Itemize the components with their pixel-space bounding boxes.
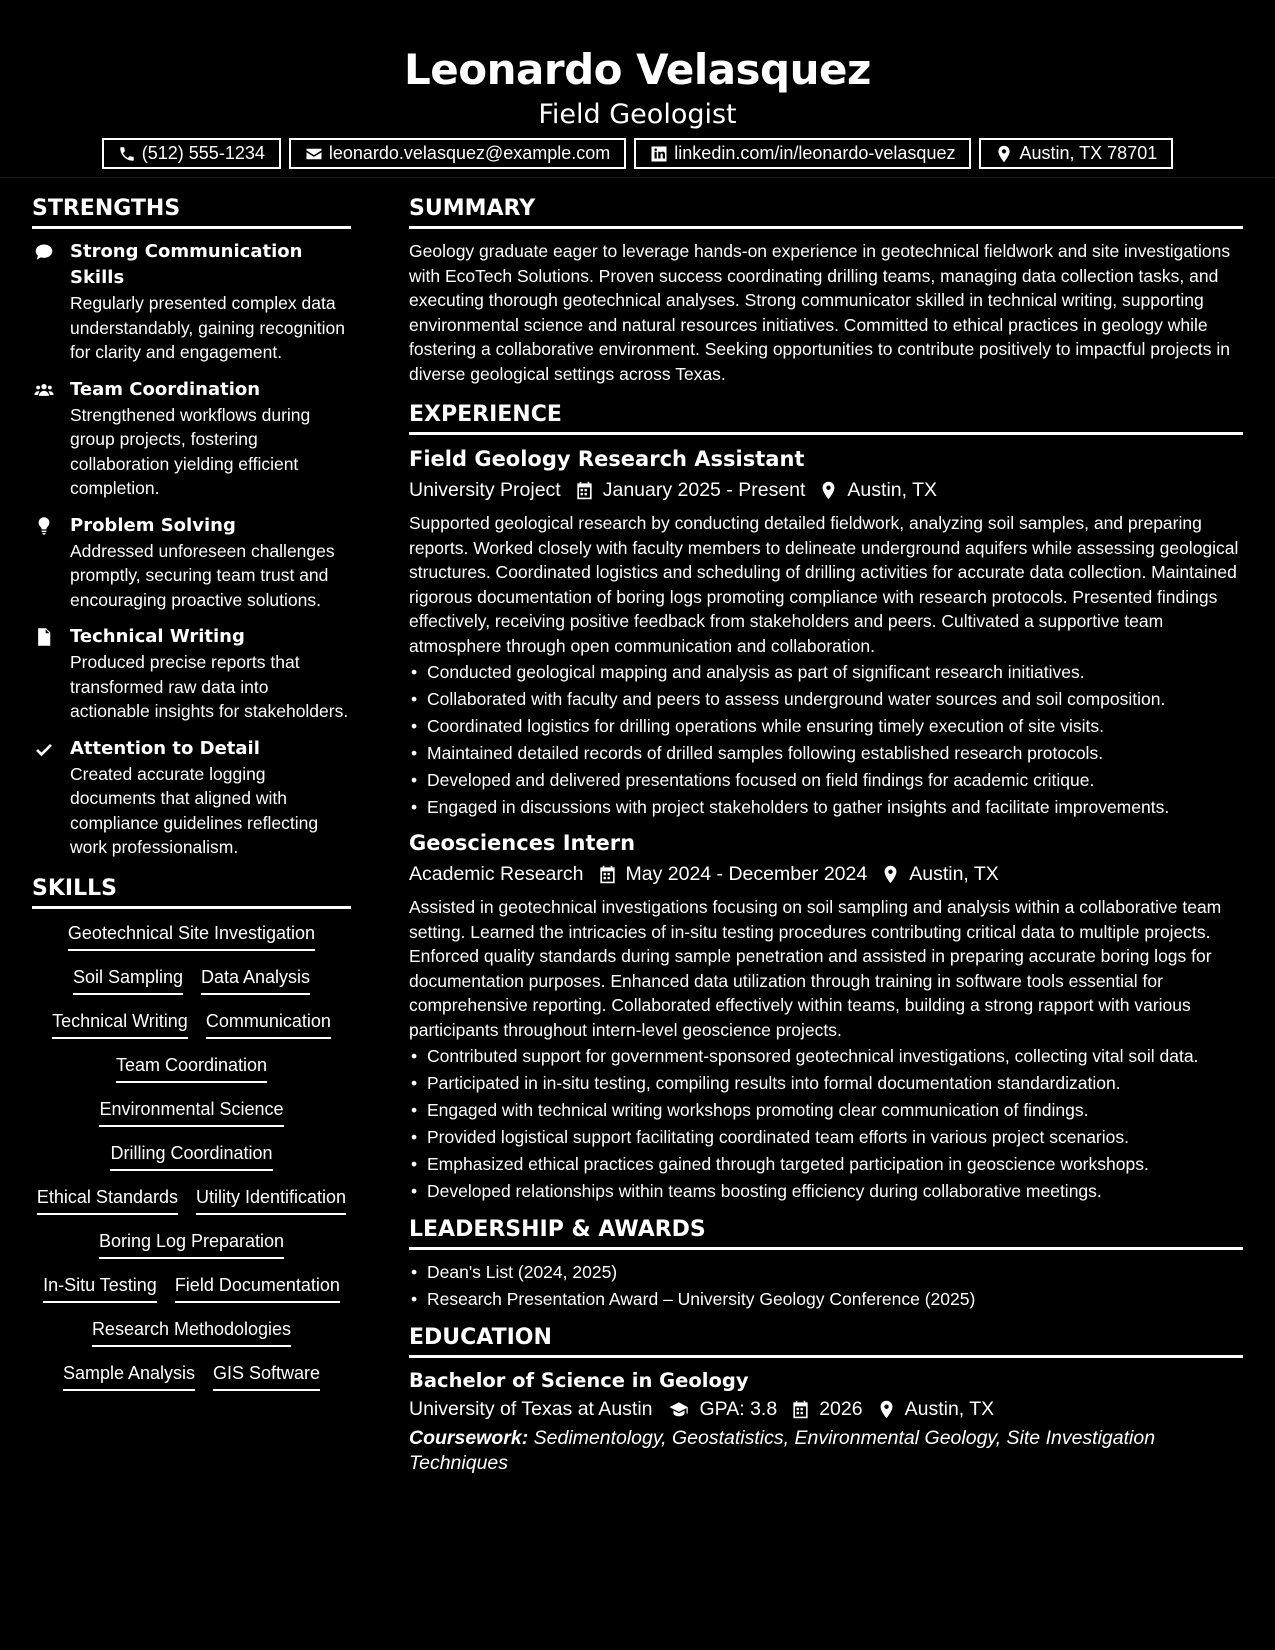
list-item: • Engaged in discussions with project stakeholders to gather insights and facilitate improvements. xyxy=(409,795,1243,819)
job-org: Academic Research xyxy=(409,863,584,885)
job-dates: January 2025 - Present xyxy=(602,479,806,501)
degree-title: Bachelor of Science in Geology xyxy=(409,1369,749,1392)
job-org: University Project xyxy=(409,479,561,501)
job-dates: May 2024 - December 2024 xyxy=(625,863,868,885)
list-item: • Provided logistical support facilitating coordinated team efforts in various project scenarios. xyxy=(409,1125,1243,1149)
resume-header xyxy=(0,0,1275,178)
contact-location-text: Austin, TX 78701 xyxy=(1019,143,1158,163)
job-description: Assisted in geotechnical investigations focusing on soil sampling and analysis within a collaborative team setting. Learned the intricacies of in-situ testing procedures contributing critical data to multiple projects. Enforced quality standards during sample penetration and assisted in preparing accurate boring logs for documentation purposes. Enhanced data utilization through training in software tools essential for comprehensive reporting. Collaborated effectively within teams, building a strong rapport with various participants throughout intern-level geoscience projects. xyxy=(409,897,1222,1040)
skill-tag: Drilling Coordination xyxy=(110,1141,272,1171)
strength-desc: Strengthened workflows during group projects, fostering collaboration yielding efficient completion. xyxy=(70,404,311,498)
school-name: University of Texas at Austin xyxy=(409,1398,653,1420)
strength-item xyxy=(32,377,351,501)
job-entry xyxy=(409,445,1243,819)
summary-heading: SUMMARY xyxy=(409,196,1243,229)
map-pin-icon xyxy=(877,1400,896,1419)
candidate-name: Leonardo Velasquez xyxy=(404,45,871,94)
strength-title: Attention to Detail xyxy=(70,737,260,759)
skills-list xyxy=(32,919,351,1391)
skill-tag: Soil Sampling xyxy=(73,965,183,995)
awards-list xyxy=(409,1260,1243,1311)
job-title: Geosciences Intern xyxy=(409,831,636,855)
school-location: Austin, TX xyxy=(904,1398,995,1420)
coursework-list: Sedimentology, Geostatistics, Environmental Geology, Site Investigation Techniques xyxy=(409,1427,1156,1474)
skill-tag: Ethical Standards xyxy=(37,1185,178,1215)
contact-linkedin[interactable] xyxy=(634,138,971,169)
strength-item xyxy=(32,239,351,365)
graduation-year: 2026 xyxy=(819,1398,863,1420)
skill-tag: GIS Software xyxy=(213,1361,320,1391)
graduation-cap-icon xyxy=(667,1400,691,1419)
lightbulb-icon xyxy=(34,516,54,536)
skill-tag: In-Situ Testing xyxy=(43,1273,157,1303)
strength-desc: Addressed unforeseen challenges promptly, securing team trust and encouraging proactive solutions. xyxy=(70,540,335,610)
right-column xyxy=(409,178,1243,1476)
skill-tag: Environmental Science xyxy=(99,1097,283,1127)
skill-tag: Team Coordination xyxy=(116,1053,267,1083)
strength-title: Problem Solving xyxy=(70,514,236,536)
skill-tag: Boring Log Preparation xyxy=(99,1229,284,1259)
candidate-role: Field Geologist xyxy=(538,99,737,130)
contact-linkedin-text: linkedin.com/in/leonardo-velasquez xyxy=(674,143,956,163)
strength-title: Team Coordination xyxy=(70,378,261,400)
skill-tag: Research Methodologies xyxy=(92,1317,291,1347)
strength-title: Strong Communication Skills xyxy=(70,241,303,288)
left-column xyxy=(32,178,351,1476)
strength-item xyxy=(32,513,351,613)
job-meta xyxy=(409,859,1243,889)
coursework-label: Coursework: xyxy=(409,1427,529,1449)
map-pin-icon xyxy=(881,865,900,884)
phone-icon xyxy=(118,145,136,163)
list-item: • Dean's List (2024, 2025) xyxy=(409,1260,1243,1284)
coursework xyxy=(409,1426,1243,1476)
strength-desc: Produced precise reports that transformed raw data into actionable insights for stakeholders. xyxy=(70,652,349,721)
list-item: • Research Presentation Award – University Geology Conference (2025) xyxy=(409,1287,1243,1311)
list-item: • Conducted geological mapping and analysis as part of significant research initiatives. xyxy=(409,660,1243,684)
job-location: Austin, TX xyxy=(909,863,999,885)
education-meta xyxy=(409,1394,1243,1424)
speech-bubble-icon xyxy=(34,242,54,262)
contact-phone[interactable] xyxy=(102,138,281,169)
users-icon xyxy=(34,380,54,400)
linkedin-icon xyxy=(650,145,668,163)
strength-item xyxy=(32,736,351,860)
skill-tag: Utility Identification xyxy=(196,1185,346,1215)
contact-location[interactable] xyxy=(979,138,1173,169)
job-description: Supported geological research by conducting detailed fieldwork, analyzing soil samples, and preparing reports. Worked closely with faculty members to delineate underground aquifers while assessing geological structures. Coordinated logistics and scheduling of drilling activities for accurate data collection. Maintained rigorous documentation of boring logs promoting compliance with research protocols. Presented findings effectively, receiving positive feedback from stakeholders and peers. Cultivated a supportive team atmosphere through open communication and collaboration. xyxy=(409,513,1239,656)
experience-heading: EXPERIENCE xyxy=(409,402,1243,435)
job-location: Austin, TX xyxy=(847,479,938,501)
skill-tag: Communication xyxy=(206,1009,331,1039)
list-item: • Participated in in-situ testing, compiling results into formal documentation standardization. xyxy=(409,1071,1243,1095)
envelope-icon xyxy=(305,145,323,163)
contact-email[interactable] xyxy=(289,138,626,169)
list-item: • Developed relationships within teams boosting efficiency during collaborative meetings. xyxy=(409,1179,1243,1203)
list-item: • Developed and delivered presentations focused on field findings for academic critique. xyxy=(409,768,1243,792)
contact-bar xyxy=(0,138,1275,169)
map-pin-icon xyxy=(995,145,1013,163)
calendar-icon xyxy=(575,481,594,500)
list-item: • Collaborated with faculty and peers to assess underground water sources and soil composition. xyxy=(409,687,1243,711)
contact-email-text: leonardo.velasquez@example.com xyxy=(328,143,611,163)
strength-item xyxy=(32,624,351,724)
job-title: Field Geology Research Assistant xyxy=(409,447,805,471)
list-item: • Emphasized ethical practices gained through targeted participation in geoscience workshops. xyxy=(409,1152,1243,1176)
list-item: • Maintained detailed records of drilled samples following established research protocols. xyxy=(409,741,1243,765)
list-item: • Engaged with technical writing workshops promoting clear communication of findings. xyxy=(409,1098,1243,1122)
strength-desc: Regularly presented complex data understandably, gaining recognition for clarity and engagement. xyxy=(70,293,346,362)
job-bullets xyxy=(409,660,1243,819)
skill-tag: Technical Writing xyxy=(52,1009,188,1039)
gpa: GPA: 3.8 xyxy=(699,1398,778,1420)
summary-text: Geology graduate eager to leverage hands-on experience in geotechnical fieldwork and site investigations with EcoTech Solutions. Proven success coordinating drilling teams, managing data collection tasks, and executing thorough geotechnical analyses. Strong communicator skilled in technical writing, supporting environmental science and natural resources initiatives. Committed to ethical practices in geology while fostering a collaborative environment. Seeking opportunities to contribute positively to impactful projects in diverse geological settings across Texas. xyxy=(409,241,1231,384)
calendar-icon xyxy=(791,1400,810,1419)
strengths-heading: STRENGTHS xyxy=(32,196,351,229)
skills-heading: SKILLS xyxy=(32,876,351,909)
strength-title: Technical Writing xyxy=(70,626,245,647)
skill-tag: Field Documentation xyxy=(175,1273,340,1303)
list-item: • Coordinated logistics for drilling operations while ensuring timely execution of site visits. xyxy=(409,714,1243,738)
calendar-icon xyxy=(598,865,617,884)
job-entry xyxy=(409,829,1243,1203)
document-icon xyxy=(34,627,54,647)
map-pin-icon xyxy=(819,481,838,500)
contact-phone-text: (512) 555-1234 xyxy=(141,143,265,163)
job-bullets xyxy=(409,1044,1243,1203)
skill-tag: Data Analysis xyxy=(201,965,310,995)
checkmark-icon xyxy=(34,739,54,759)
job-meta xyxy=(409,475,1243,505)
education-heading: EDUCATION xyxy=(409,1325,1243,1358)
strength-desc: Created accurate logging documents that aligned with compliance guidelines reflecting work professionalism. xyxy=(70,763,319,857)
skill-tag: Sample Analysis xyxy=(63,1361,195,1391)
list-item: • Contributed support for government-sponsored geotechnical investigations, collecting vital soil data. xyxy=(409,1044,1243,1068)
skill-tag: Geotechnical Site Investigation xyxy=(68,921,315,951)
leadership-heading: LEADERSHIP & AWARDS xyxy=(409,1217,1243,1250)
